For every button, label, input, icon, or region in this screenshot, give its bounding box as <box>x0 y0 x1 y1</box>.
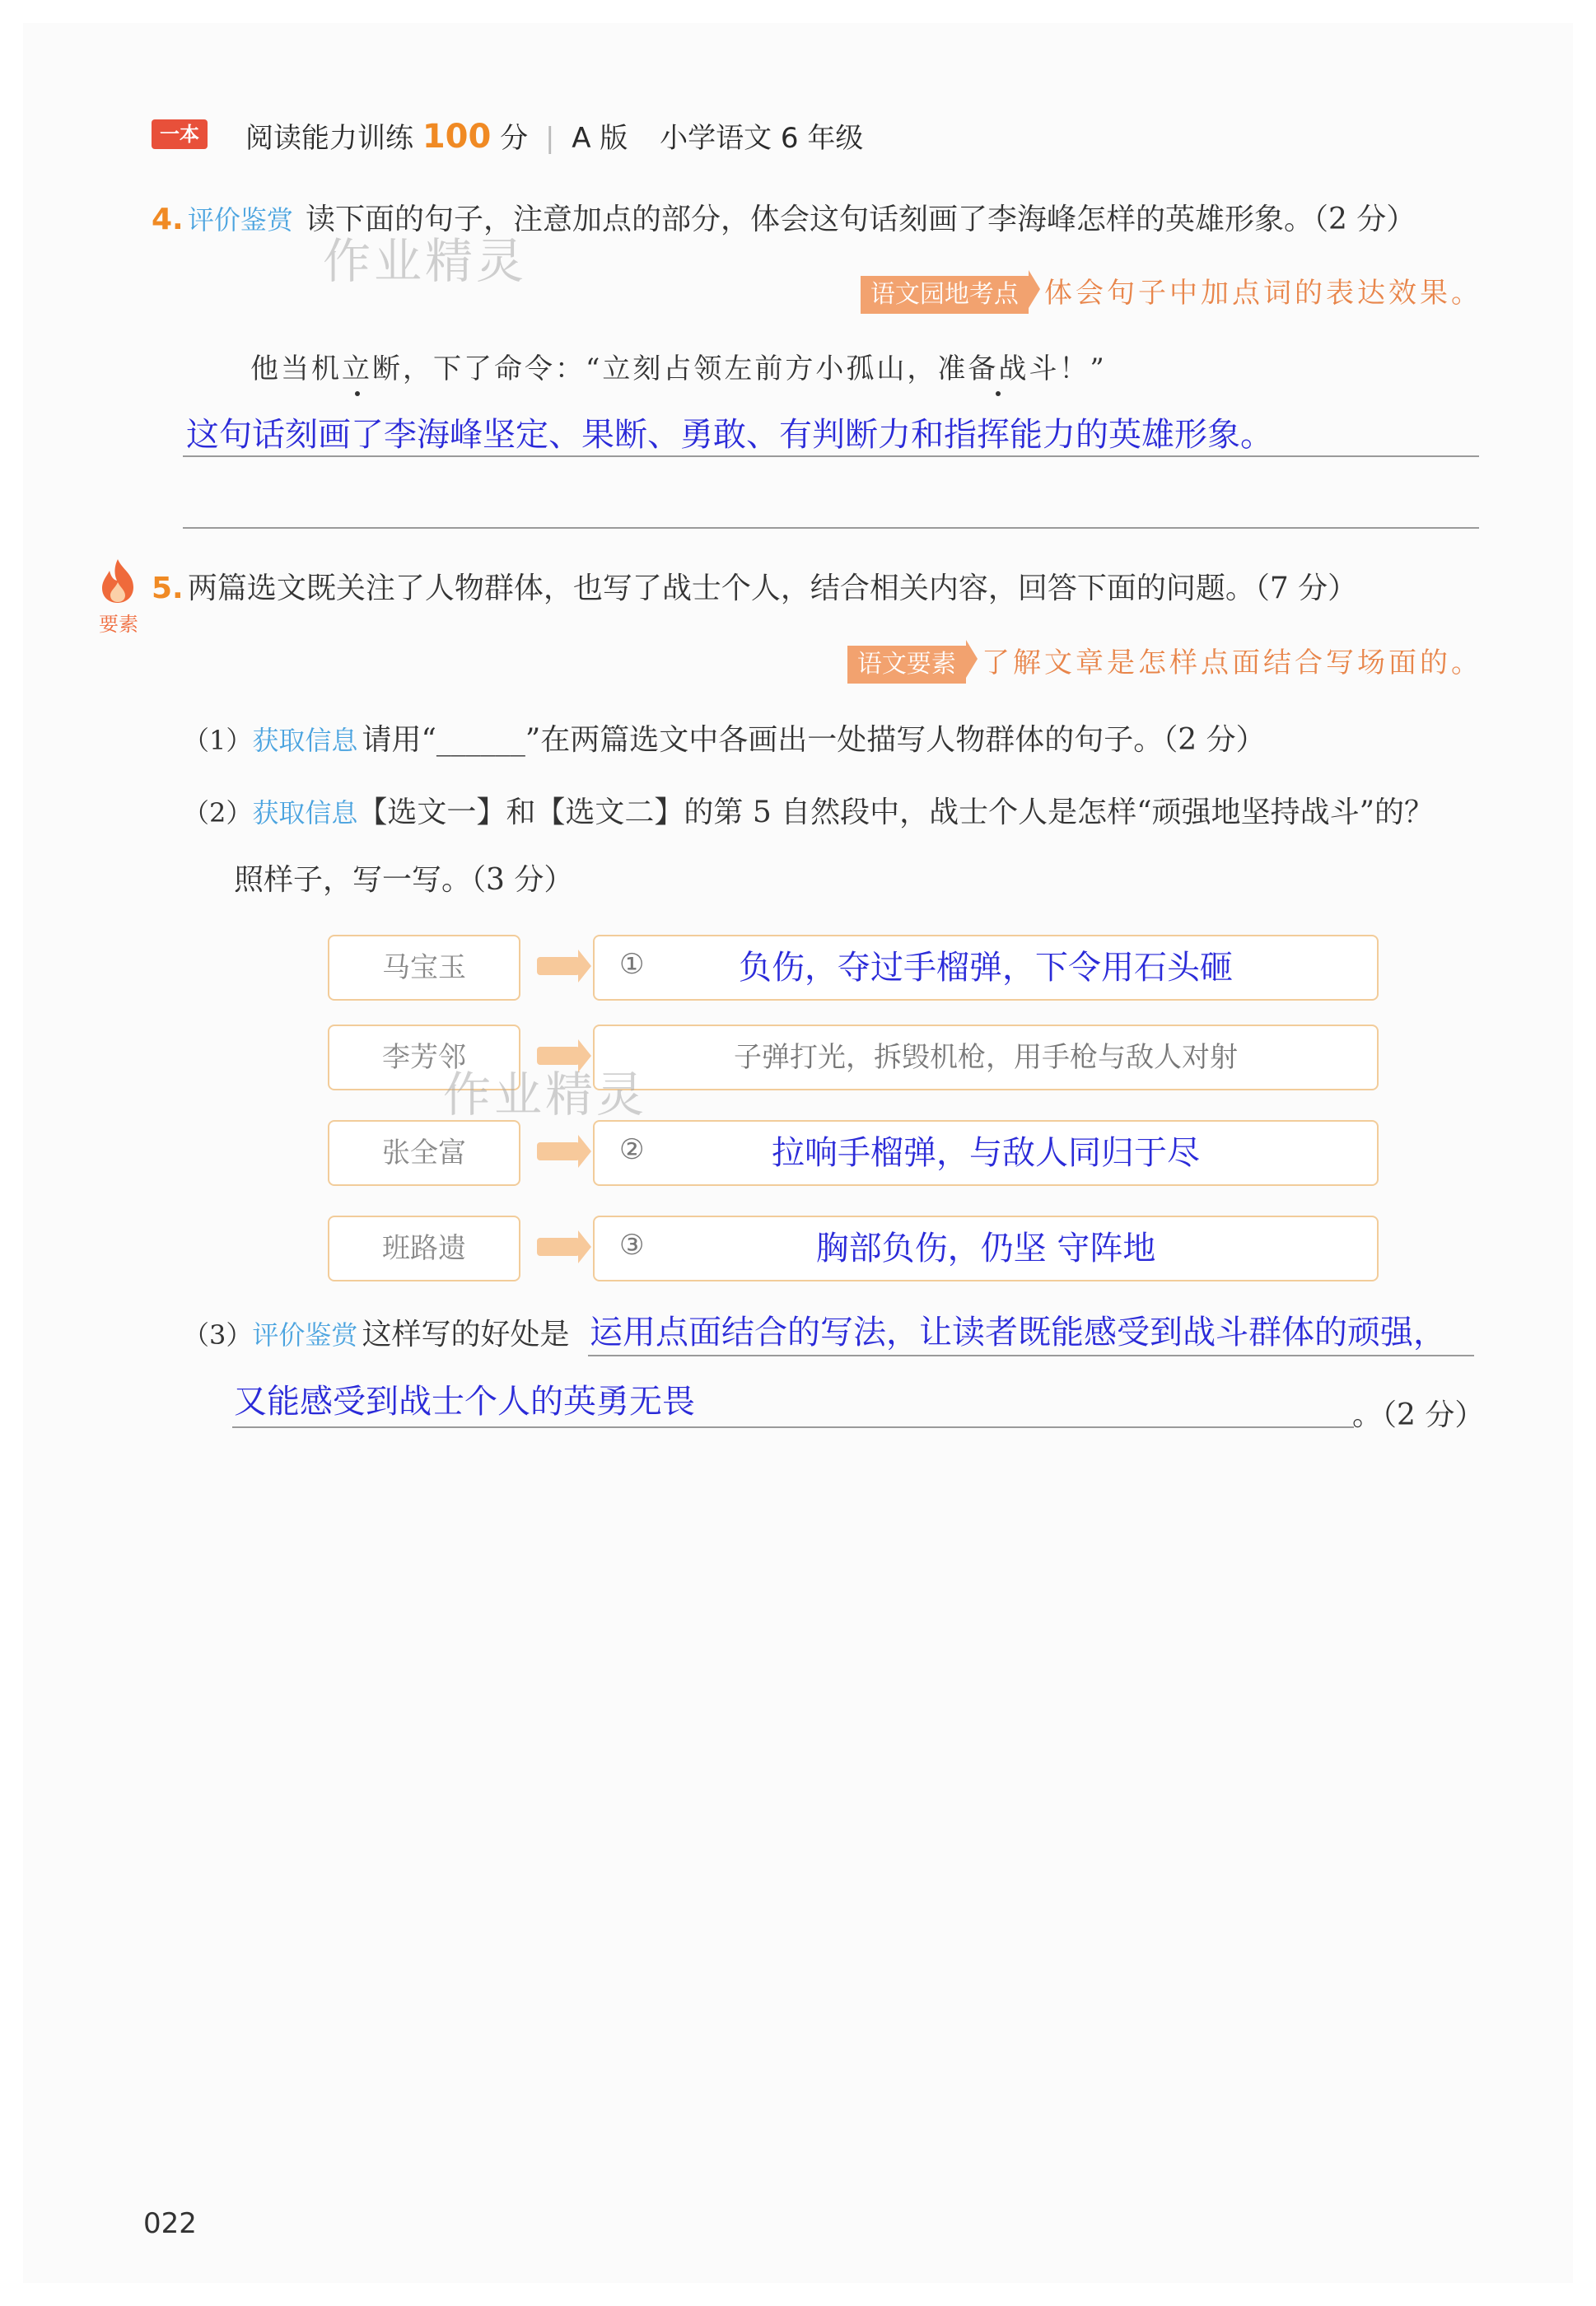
sub-question-1 <box>183 717 1266 759</box>
book-header <box>245 115 863 156</box>
answer-line <box>183 455 1479 457</box>
score-number: 100 <box>422 118 492 156</box>
right-arrow-icon <box>537 1238 580 1256</box>
watermark: 作业精灵 <box>323 233 528 289</box>
textbook-tag: 语文园地考点 <box>861 276 1029 314</box>
sub-text: 这样写的好处是 <box>362 1318 570 1351</box>
skill-label: 评价鉴赏 <box>252 1319 358 1351</box>
action-answer-box <box>593 935 1379 1001</box>
circled-number: ① <box>619 948 645 981</box>
sub-question-3 <box>183 1311 570 1353</box>
sub-number: （3） <box>183 1319 253 1351</box>
tag-arrow-icon <box>1029 270 1040 308</box>
skill-label: 获取信息 <box>252 725 358 756</box>
soldier-name-box: 马宝玉 <box>328 935 520 1001</box>
watermark: 作业精灵 <box>443 1067 648 1123</box>
soldier-name-box: 张全富 <box>328 1120 520 1186</box>
q4-answer: 这句话刻画了李海峰坚定、果断、勇敢、有判断力和指挥能力的英雄形象。 <box>186 416 1273 454</box>
action-answer-box <box>593 1216 1379 1281</box>
page-number: 022 <box>143 2207 197 2240</box>
tag-arrow-icon <box>966 640 978 678</box>
question-number: 4. <box>152 203 184 236</box>
skill-label: 获取信息 <box>252 797 358 829</box>
q4-tip-row <box>861 270 1482 314</box>
question-text: 读下面的句子，注意加点的部分，体会这句话刻画了李海峰怎样的英雄形象。（2 分） <box>305 203 1416 236</box>
action-answer: 负伤，夺过手榴弹，下令用石头砸 <box>739 949 1233 987</box>
action-answer: 胸部负伤，仍坚 守阵地 <box>815 1230 1156 1267</box>
answer-line <box>183 527 1479 529</box>
emphasized-text: 准备战斗 <box>937 346 1059 386</box>
quote-text: 他当 <box>250 352 311 385</box>
right-arrow-icon <box>537 957 580 975</box>
example-answer: 子弹打光，拆毁机枪，用手枪与敌人对射 <box>734 1041 1238 1074</box>
example-answer-box <box>593 1025 1379 1090</box>
brand-logo: 一本 <box>152 119 208 149</box>
key-element-badge: 要素 <box>99 613 138 636</box>
sub-question-2-line2: 照样子，写一写。（3 分） <box>234 863 574 897</box>
emphasized-text: 机立断 <box>311 346 403 386</box>
sub-number: （1） <box>183 725 253 756</box>
q5-tip-row <box>847 640 1482 684</box>
answer-line <box>588 1355 1474 1356</box>
sub-text: 请用“______”在两篇选文中各画出一处描写人物群体的句子。（2 分） <box>362 723 1266 757</box>
sub-question-2 <box>183 789 1434 831</box>
tip-text: 体会句子中加点词的表达效果。 <box>1044 277 1482 310</box>
q5-3-answer-line2: 又能感受到战士个人的英勇无畏 <box>234 1383 695 1421</box>
quote-text: ！” <box>1059 352 1107 385</box>
action-answer: 拉响手榴弹，与敌人同归于尽 <box>772 1134 1200 1172</box>
flame-icon <box>97 558 138 607</box>
language-element-tag: 语文要素 <box>847 646 966 684</box>
score-unit: 分 <box>500 122 529 155</box>
circled-number: ③ <box>619 1229 645 1262</box>
edition-label: A 版 <box>572 122 628 155</box>
soldier-name-box: 李芳邻 <box>328 1025 520 1090</box>
soldier-name-box: 班路遗 <box>328 1216 520 1281</box>
tip-text: 了解文章是怎样点面结合写场面的。 <box>982 647 1482 679</box>
right-arrow-icon <box>537 1142 580 1160</box>
action-answer-box <box>593 1120 1379 1186</box>
sub-text: 【选文一】和【选文二】的第 5 自然段中，战士个人是怎样“顽强地坚持战斗”的？ <box>357 796 1434 829</box>
q5-3-answer-line1: 运用点面结合的写法，让读者既能感受到战斗群体的顽强， <box>590 1314 1446 1351</box>
question-5-header <box>152 565 1357 607</box>
circled-number: ② <box>619 1133 645 1166</box>
answer-line <box>232 1426 1354 1428</box>
score-suffix: 。（2 分） <box>1352 1398 1485 1432</box>
quote-text: ，下了命令：“立刻占领左前方小孤山， <box>403 352 938 385</box>
question-text: 两篇选文既关注了人物群体，也写了战士个人，结合相关内容，回答下面的问题。（7 分） <box>187 572 1358 605</box>
skill-label: 评价鉴赏 <box>187 204 293 236</box>
series-title: 阅读能力训练 <box>245 122 413 155</box>
grade-label: 小学语文 6 年级 <box>660 122 864 155</box>
question-number: 5. <box>152 572 184 605</box>
header-divider: | <box>544 122 555 155</box>
sub-number: （2） <box>183 797 253 829</box>
quoted-sentence <box>250 346 1107 386</box>
